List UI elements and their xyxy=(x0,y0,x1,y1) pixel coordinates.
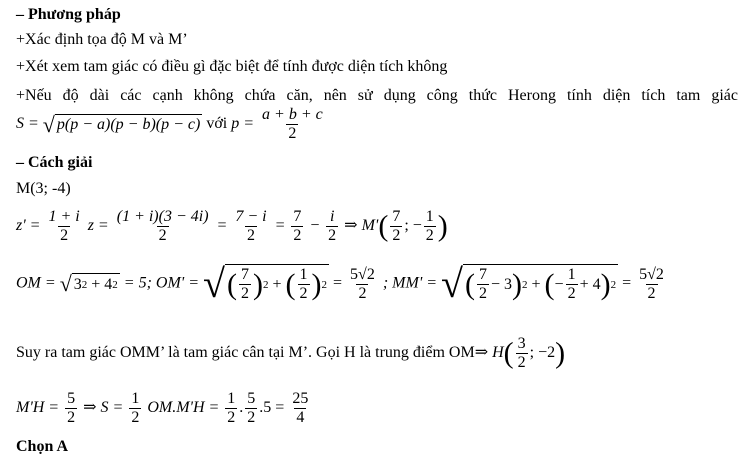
om-lhs: OM = xyxy=(16,274,56,292)
omp-sqrt xyxy=(203,261,329,306)
equals: = xyxy=(274,217,286,235)
fraction xyxy=(291,208,303,245)
fraction xyxy=(348,266,377,303)
step3-word: độ xyxy=(62,87,79,104)
fraction xyxy=(516,335,528,372)
fraction xyxy=(115,208,211,245)
fraction-numerator: 7 xyxy=(293,208,302,225)
mmp-sqrt xyxy=(441,261,618,306)
fraction-denominator: 2 xyxy=(647,284,656,302)
fraction-denominator: 2 xyxy=(567,285,576,302)
fraction-denominator: 2 xyxy=(392,227,401,244)
fraction-numerator: 5√2 xyxy=(350,265,375,283)
fraction xyxy=(129,390,141,427)
fraction xyxy=(245,390,257,427)
fraction xyxy=(298,266,310,303)
mh-implies: ⇒ S = xyxy=(83,399,124,417)
formula-with: với xyxy=(206,115,228,133)
h-label: H xyxy=(492,344,504,362)
fraction-denominator: 2 xyxy=(227,409,236,426)
solution-heading: – Cách giải xyxy=(16,154,93,171)
area-equation xyxy=(16,390,312,427)
formula-lhs: S = xyxy=(16,115,39,133)
fraction-numerator: 25 xyxy=(292,390,309,407)
formula-p-lhs: p = xyxy=(231,115,255,133)
paren-close: ) xyxy=(437,209,448,243)
step3-word: +Nếu xyxy=(16,87,52,104)
conclusion-text: Suy ra tam giác OMM’ là tam giác cân tại M’. Gọi H là trung điểm OM⇒ xyxy=(16,344,489,362)
coord-separator: ; − xyxy=(404,217,422,235)
fraction xyxy=(390,208,402,245)
step3-word: tích xyxy=(641,87,666,104)
fraction-numerator: 7 xyxy=(392,208,401,225)
fraction xyxy=(46,208,81,245)
fraction-denominator: 2 xyxy=(247,409,256,426)
equals: = xyxy=(622,274,632,292)
om-result: = 5; OM' = xyxy=(123,274,200,292)
fraction-denominator: 2 xyxy=(358,284,367,302)
step3-word: tam xyxy=(676,87,701,104)
step3-word: giác xyxy=(711,87,738,104)
fraction-denominator: 2 xyxy=(517,354,526,371)
fraction-denominator: 2 xyxy=(288,125,297,142)
step3-word: sử xyxy=(357,87,373,104)
step3-word: dài xyxy=(89,87,110,104)
z-equation xyxy=(16,208,448,245)
fraction-denominator: 2 xyxy=(425,227,434,244)
fraction-denominator: 2 xyxy=(131,409,140,426)
fraction-numerator: 7 xyxy=(240,266,249,283)
step3-word: không xyxy=(193,87,234,104)
fraction xyxy=(424,208,436,245)
fraction-numerator: 1 xyxy=(227,390,236,407)
radical-sign: √ xyxy=(42,111,55,137)
step3-word: Herong xyxy=(507,87,556,104)
step3-word: nên xyxy=(323,87,347,104)
fraction-numerator: 1 xyxy=(567,266,576,283)
fraction xyxy=(637,266,666,303)
radical-sign: √ xyxy=(59,271,72,296)
equals: = xyxy=(333,274,343,292)
fraction-numerator: 7 xyxy=(478,266,487,283)
fraction-numerator: 7 − i xyxy=(235,208,267,225)
fraction xyxy=(566,266,578,303)
fraction xyxy=(65,390,77,427)
om-radicand: 3 2 + 4 2 xyxy=(72,273,120,295)
fraction-denominator: 2 xyxy=(328,227,337,244)
fraction-numerator: (1 + i)(3 − 4i) xyxy=(116,208,209,225)
z-lhs: z' = xyxy=(16,217,41,235)
answer: Chọn A xyxy=(16,438,69,455)
formula-p-fraction xyxy=(260,106,325,143)
radical-sign: √ xyxy=(203,261,225,306)
radical-sign: √ xyxy=(441,261,463,306)
conclusion-line xyxy=(16,335,565,372)
fraction-denominator: 4 xyxy=(296,409,305,426)
fraction-denominator: 2 xyxy=(60,227,69,244)
heron-formula xyxy=(16,106,327,143)
fraction-denominator: 2 xyxy=(299,285,308,302)
fraction-numerator: 5 xyxy=(67,390,76,407)
mmp-lhs: ; MM' = xyxy=(382,274,438,292)
paren-open: ( xyxy=(503,336,514,370)
fraction xyxy=(477,266,489,303)
lengths-equation xyxy=(16,261,668,306)
minus: − xyxy=(309,217,321,235)
equals: = xyxy=(216,217,228,235)
fraction xyxy=(225,390,237,427)
fraction-denominator: 2 xyxy=(246,227,255,244)
formula-radicand: p(p − a)(p − b)(p − c) xyxy=(55,114,202,136)
method-step-2: +Xét xem tam giác có điều gì đặc biệt để tính được diện tích không xyxy=(16,58,448,75)
fraction-numerator: 1 xyxy=(425,208,434,225)
method-heading: – Phương pháp xyxy=(16,6,121,23)
paren-close: ) xyxy=(555,336,566,370)
implies-mprime: ⇒ M' xyxy=(344,217,379,235)
fraction-numerator: 1 + i xyxy=(48,208,80,225)
om-sqrt xyxy=(60,273,120,295)
method-step-1: +Xác định tọa độ M và M’ xyxy=(16,31,188,48)
fraction-denominator: 2 xyxy=(478,285,487,302)
dot-five-equals: .5 = xyxy=(259,399,285,417)
fraction xyxy=(239,266,251,303)
fraction-numerator: 1 xyxy=(299,266,308,283)
fraction-numerator: a + b + c xyxy=(262,106,323,123)
fraction-denominator: 2 xyxy=(240,285,249,302)
step3-word: công xyxy=(426,87,458,104)
fraction-denominator: 2 xyxy=(158,227,167,244)
fraction-numerator: 1 xyxy=(131,390,140,407)
mmp-radicand: ( $\frac{7}{2}$ − 3 ) 2 + ( − $\frac{1}{2}$ + 4 ) 2 xyxy=(464,266,617,302)
point-m: M(3; -4) xyxy=(16,180,71,197)
s-mid: OM.M'H = xyxy=(147,399,220,417)
step3-word: dụng xyxy=(383,87,416,104)
step3-word: diện xyxy=(602,87,631,104)
step3-word: tính xyxy=(566,87,592,104)
paren-open: ( xyxy=(378,209,389,243)
dot: . xyxy=(239,399,244,417)
fraction-numerator: i xyxy=(329,208,335,225)
fraction xyxy=(233,208,268,245)
fraction-denominator: 2 xyxy=(293,227,302,244)
mh-lhs: M'H = xyxy=(16,399,60,417)
fraction-numerator: 3 xyxy=(517,335,526,352)
step3-word: các xyxy=(120,87,142,104)
fraction-numerator: 5√2 xyxy=(639,265,664,283)
fraction xyxy=(326,208,338,245)
step3-word: thức xyxy=(468,87,497,104)
fraction-denominator: 2 xyxy=(67,409,76,426)
step3-word: chứa xyxy=(244,87,276,104)
fraction-numerator: 5 xyxy=(247,390,256,407)
h-separator: ; −2 xyxy=(529,344,556,362)
z-mid: z = xyxy=(87,217,109,235)
method-step-3 xyxy=(16,86,738,106)
fraction xyxy=(290,390,310,427)
step3-word: cạnh xyxy=(152,87,183,104)
step3-word: căn, xyxy=(286,87,313,104)
formula-sqrt xyxy=(42,111,203,137)
omp-radicand: ( $\frac{7}{2}$ ) 2 + ( $\frac{1}{2}$ ) 2 xyxy=(226,266,328,302)
